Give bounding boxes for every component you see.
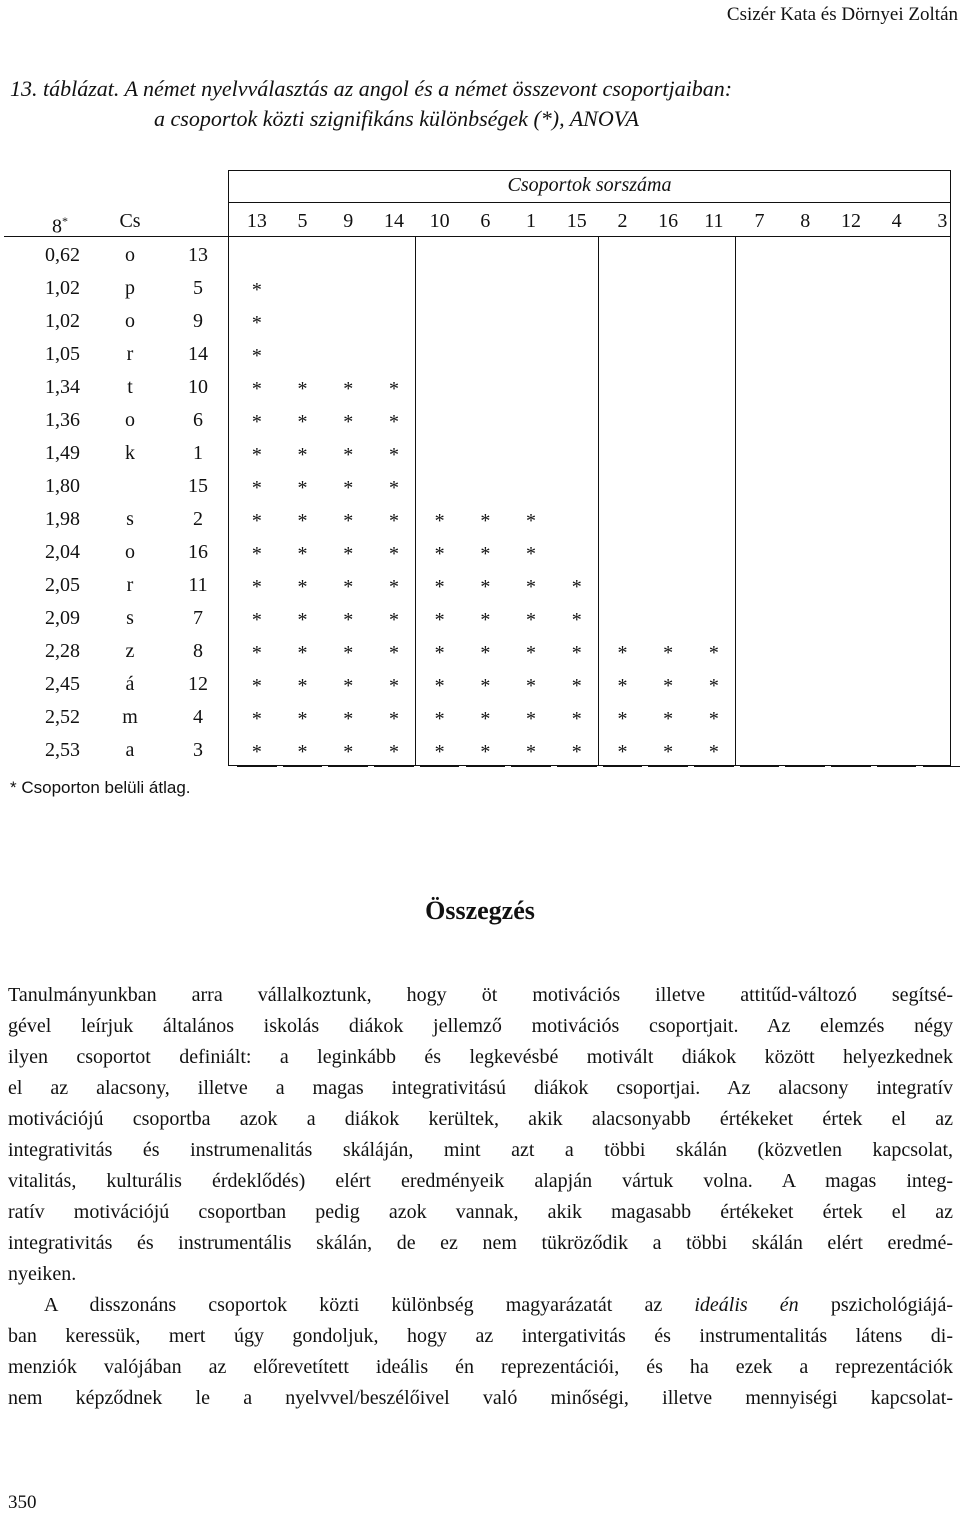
- significance-star: *: [388, 510, 399, 532]
- side-label-letter: o: [125, 244, 135, 266]
- significance-star: *: [480, 741, 491, 763]
- row-group-number: 1: [193, 442, 203, 464]
- column-group-number: 4: [891, 210, 902, 232]
- column-group-number: 8: [800, 210, 811, 232]
- column-bottom-segment: [877, 766, 917, 767]
- significance-star: *: [480, 708, 491, 730]
- row-group-number: 6: [193, 409, 203, 431]
- significance-star: *: [251, 378, 262, 400]
- column-head-label: Cs: [119, 210, 141, 232]
- significance-star: *: [388, 675, 399, 697]
- column-group-number: 7: [754, 210, 765, 232]
- significance-star: *: [526, 543, 537, 565]
- significance-star: *: [251, 576, 262, 598]
- significance-star: *: [251, 708, 262, 730]
- significance-star: *: [434, 741, 445, 763]
- row-group-number: 3: [193, 739, 203, 761]
- significance-star: *: [343, 444, 354, 466]
- row-mean: 1,34: [45, 376, 80, 398]
- significance-star: *: [297, 642, 308, 664]
- column-group-number: 12: [840, 210, 861, 232]
- paragraph-2-line-2: ban keressük, mert úgy gondoljuk, hogy az intergativitás és instrumentalitás látens di-: [8, 1325, 953, 1347]
- significance-star: *: [663, 741, 674, 763]
- column-bottom-segment: [374, 766, 414, 767]
- paragraph-1-line: motivációjú csoportba azok a diákok kerültek, akik alacsonyabb értékeket értek el az: [8, 1108, 953, 1130]
- column-bottom-segment: [237, 766, 277, 767]
- significance-star: *: [388, 708, 399, 730]
- side-label-letter: a: [125, 739, 135, 761]
- significance-star: *: [251, 642, 262, 664]
- row-mean: 1,98: [45, 508, 80, 530]
- significance-star: *: [480, 609, 491, 631]
- row-group-number: 16: [188, 541, 208, 563]
- column-group-number: 9: [343, 210, 354, 232]
- paragraph-1-line: nyeiken.: [8, 1263, 77, 1285]
- running-head: Csizér Kata és Dörnyei Zoltán: [726, 4, 958, 25]
- row-mean: 2,04: [45, 541, 80, 563]
- significance-star: *: [480, 510, 491, 532]
- row-mean: 0,62: [45, 244, 80, 266]
- column-head-mean: 8*: [52, 214, 68, 238]
- column-bottom-segment: [785, 766, 825, 767]
- significance-star: *: [251, 609, 262, 631]
- side-label-letter: s: [126, 607, 134, 629]
- significance-star: *: [480, 675, 491, 697]
- significance-star: *: [617, 675, 628, 697]
- table-note: * Csoporton belüli átlag.: [10, 778, 191, 797]
- significance-star: *: [343, 543, 354, 565]
- row-group-number: 5: [193, 277, 203, 299]
- paragraph-1-line: ilyen csoportot definiált: a leginkább és legkevésbé motivált diákok között helyezkednek: [8, 1046, 953, 1068]
- paragraph-1-line: gével leírjuk általános iskolás diákok jellemző motivációs csoportjait. Az elemzés négy: [8, 1015, 953, 1037]
- paragraph-1-line: ratív motivációjú csoportban pedig azok vannak, akik magasabb értékeket értek el az: [8, 1201, 953, 1223]
- column-bottom-segment: [831, 766, 871, 767]
- significance-star: *: [297, 477, 308, 499]
- significance-star: *: [388, 576, 399, 598]
- row-mean: 1,05: [45, 343, 80, 365]
- significance-star: *: [480, 642, 491, 664]
- row-mean: 2,09: [45, 607, 80, 629]
- significance-star: *: [343, 642, 354, 664]
- side-label-letter: s: [126, 508, 134, 530]
- significance-star: *: [663, 642, 674, 664]
- significance-star: *: [388, 609, 399, 631]
- significance-star: *: [663, 708, 674, 730]
- side-label-letter: k: [125, 442, 135, 464]
- significance-star: *: [571, 576, 582, 598]
- column-group-number: 14: [383, 210, 404, 232]
- side-label-letter: [108, 473, 152, 499]
- significance-star: *: [526, 741, 537, 763]
- significance-star: *: [297, 576, 308, 598]
- significance-star: *: [297, 378, 308, 400]
- significance-star: *: [251, 741, 262, 763]
- significance-star: *: [708, 708, 719, 730]
- significance-star: *: [343, 609, 354, 631]
- significance-star: *: [251, 279, 262, 301]
- column-bottom-segment: [511, 766, 551, 767]
- column-bottom-segment: [283, 766, 323, 767]
- significance-star: *: [571, 675, 582, 697]
- significance-star: *: [343, 411, 354, 433]
- column-group-number: 5: [297, 210, 308, 232]
- significance-star: *: [388, 411, 399, 433]
- significance-star: *: [571, 642, 582, 664]
- significance-star: *: [297, 510, 308, 532]
- significance-star: *: [434, 510, 445, 532]
- row-group-number: 12: [188, 673, 208, 695]
- column-group-number: 10: [429, 210, 450, 232]
- significance-star: *: [526, 576, 537, 598]
- row-group-number: 4: [193, 706, 203, 728]
- column-bottom-segment: [603, 766, 643, 767]
- column-bottom-segment: [466, 766, 506, 767]
- significance-star: *: [526, 708, 537, 730]
- table-caption: [10, 74, 950, 134]
- side-label-letter: t: [127, 376, 133, 398]
- row-group-number: 7: [193, 607, 203, 629]
- significance-star: *: [343, 576, 354, 598]
- section-heading: Összegzés: [425, 896, 535, 925]
- significance-star: *: [343, 675, 354, 697]
- row-group-number: 8: [193, 640, 203, 662]
- significance-star: *: [617, 741, 628, 763]
- paragraph-1-line: integrativitás és instrumentális skálán, de ez nem tükröződik a többi skálán elért eredmé-: [8, 1232, 953, 1254]
- paragraph-2-line-1: A disszonáns csoportok közti különbség magyarázatát az ideális én pszichológiájá-: [44, 1294, 953, 1316]
- paragraph-1-line: vitalitás, kulturális érdeklődés) elért eredményeik alapján vártuk volna. A magas integ-: [8, 1170, 953, 1192]
- column-group-number: 2: [617, 210, 628, 232]
- significance-star: *: [297, 543, 308, 565]
- row-group-number: 2: [193, 508, 203, 530]
- significance-star: *: [663, 675, 674, 697]
- column-group-number: 15: [566, 210, 587, 232]
- row-group-number: 14: [188, 343, 208, 365]
- significance-star: *: [251, 675, 262, 697]
- paragraph-1-line: integrativitás és instrumenalitás skáláján, mint azt a többi skálán (közvetlen kapcsolat,: [8, 1139, 953, 1161]
- significance-star: *: [526, 642, 537, 664]
- significance-star: *: [708, 675, 719, 697]
- significance-star: *: [297, 675, 308, 697]
- significance-star: *: [526, 675, 537, 697]
- side-label-letter: p: [125, 277, 135, 299]
- column-bottom-segment: [557, 766, 597, 767]
- row-group-number: 15: [188, 475, 208, 497]
- significance-star: *: [388, 378, 399, 400]
- significance-star: *: [434, 576, 445, 598]
- group-header: Csoportok sorszáma: [507, 174, 672, 196]
- significance-star: *: [571, 708, 582, 730]
- side-label-letter: á: [125, 673, 135, 695]
- significance-star: *: [297, 444, 308, 466]
- paragraph-1-line: Tanulmányunkban arra vállalkoztunk, hogy öt motivációs illetve attitűd-változó segítsé-: [8, 984, 953, 1006]
- significance-star: *: [480, 543, 491, 565]
- significance-star: *: [434, 543, 445, 565]
- page-number: 350: [8, 1492, 37, 1513]
- column-bottom-segment: [923, 766, 960, 767]
- significance-star: *: [251, 444, 262, 466]
- paragraph-2-line-4: nem képződnek le a nyelvvel/beszélőivel való minőségi, illetve mennyiségi kapcsolat-: [8, 1387, 953, 1409]
- significance-star: *: [251, 312, 262, 334]
- side-label-letter: r: [126, 343, 134, 365]
- significance-star: *: [251, 477, 262, 499]
- caption-line-1: 13. táblázat. A német nyelvválasztás az angol és a német összevont csoportjaiban:: [10, 76, 733, 101]
- significance-star: *: [251, 543, 262, 565]
- column-group-number: 13: [246, 210, 267, 232]
- row-mean: 1,36: [45, 409, 80, 431]
- significance-star: *: [251, 411, 262, 433]
- column-bottom-segment: [648, 766, 688, 767]
- significance-star: *: [434, 675, 445, 697]
- significance-star: *: [343, 378, 354, 400]
- row-mean: 2,52: [45, 706, 80, 728]
- significance-star: *: [297, 741, 308, 763]
- row-group-number: 13: [188, 244, 208, 266]
- significance-star: *: [571, 741, 582, 763]
- significance-star: *: [434, 609, 445, 631]
- row-mean: 1,02: [45, 277, 80, 299]
- significance-star: *: [388, 477, 399, 499]
- significance-star: *: [251, 345, 262, 367]
- column-bottom-segment: [694, 766, 734, 767]
- significance-star: *: [708, 741, 719, 763]
- column-group-number: 16: [658, 210, 679, 232]
- row-mean: 2,28: [45, 640, 80, 662]
- significance-star: *: [388, 741, 399, 763]
- side-label-letter: o: [125, 541, 135, 563]
- significance-star: *: [708, 642, 719, 664]
- summary-paragraph-1: [8, 980, 953, 1290]
- significance-star: *: [297, 609, 308, 631]
- significance-star: *: [388, 543, 399, 565]
- row-mean: 2,05: [45, 574, 80, 596]
- significance-star: *: [434, 708, 445, 730]
- column-bottom-segment: [740, 766, 780, 767]
- significance-star: *: [343, 477, 354, 499]
- column-group-number: 11: [704, 210, 724, 232]
- row-mean: 1,80: [45, 475, 80, 497]
- significance-star: *: [434, 642, 445, 664]
- summary-paragraph-2: [8, 1290, 953, 1414]
- significance-star: *: [343, 708, 354, 730]
- column-bottom-segment: [328, 766, 368, 767]
- header-divider: [228, 202, 951, 203]
- significance-star: *: [526, 609, 537, 631]
- row-group-number: 10: [188, 376, 208, 398]
- column-group-number: 3: [937, 210, 948, 232]
- significance-star: *: [297, 411, 308, 433]
- significance-star: *: [617, 708, 628, 730]
- significance-star: *: [388, 444, 399, 466]
- side-label-letter: m: [122, 706, 138, 728]
- column-group-number: 1: [526, 210, 537, 232]
- significance-star: *: [343, 741, 354, 763]
- side-label-letter: o: [125, 310, 135, 332]
- significance-star: *: [571, 609, 582, 631]
- paragraph-2-line-3: menziók valójában az előrevetített ideális én reprezentációi, és ha ezek a reprezentációk: [8, 1356, 953, 1378]
- significance-star: *: [480, 576, 491, 598]
- caption-line-2: a csoportok közti szignifikáns különbségek (*), ANOVA: [154, 106, 639, 131]
- column-bottom-segment: [420, 766, 460, 767]
- row-mean: 1,02: [45, 310, 80, 332]
- side-label-letter: r: [126, 574, 134, 596]
- significance-star: *: [251, 510, 262, 532]
- paragraph-1-line: el az alacsony, illetve a magas integrativitású diákok csoportjai. Az alacsony integratív: [8, 1077, 953, 1099]
- row-group-number: 9: [193, 310, 203, 332]
- column-group-number: 6: [480, 210, 491, 232]
- side-label-letter: z: [125, 640, 135, 662]
- row-mean: 1,49: [45, 442, 80, 464]
- side-label-letter: o: [125, 409, 135, 431]
- significance-star: *: [343, 510, 354, 532]
- row-group-number: 11: [188, 574, 208, 596]
- header-bottom-rule: [4, 236, 951, 237]
- significance-star: *: [617, 642, 628, 664]
- significance-star: *: [297, 708, 308, 730]
- significance-star: *: [388, 642, 399, 664]
- row-mean: 2,53: [45, 739, 80, 761]
- row-mean: 2,45: [45, 673, 80, 695]
- significance-star: *: [526, 510, 537, 532]
